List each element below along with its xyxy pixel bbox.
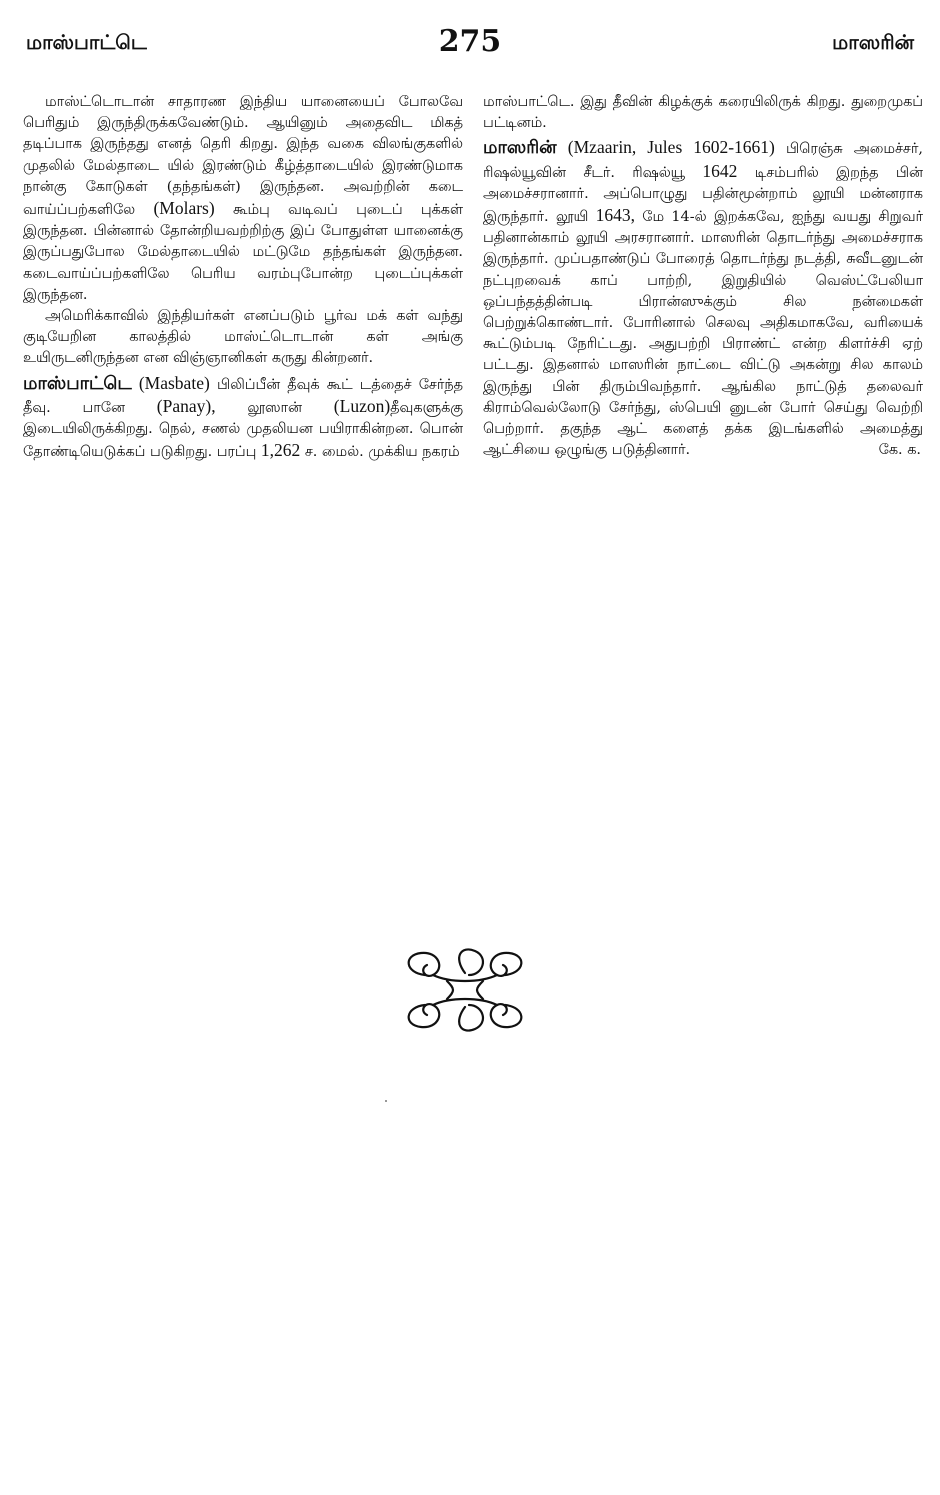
latin-term: (Panay), [156,395,216,416]
mastodon-paragraph-2: அமெரிக்காவில் இந்தியர்கள் எனப்படும் பூர்வ மக் கள் வந்து குடியேறின காலத்தில் மாஸ்ட்டொடான் கள் அங்கு உயிருடனிருந்தன என விஞ்ஞானிகள் கருது கின்றனர். [23,308,463,367]
entry-text: ச. மைல். முக்கிய நகரம் [304,444,460,461]
entry-text: மே 14-ல் இறக்கவே, ஐந்து வயது சிறுவர் பதினான்காம் லூயி அரசரானார். மாஸரின் தொடர்ந்து அமைச்சராக இருந்தார். முப்பதாண்டுப் போரைத் தொடர்ந்து நடத்தி, சுவீடனுடன் நட்புறவைக் காப் பாற்றி, இறுதியில் வெஸ்ட்பேலியா ஒப்பந்தத்தின்படி பிரான்ஸுக்கும் சில நன்மைகள் பெற்றுக்கொண்டார். போரினால் செலவு அதிகமாகவே, வரியைக் கூட்டும்படி நேரிட்டது. அதுபற்றி பிராண்ட் என்ற கிளர்ச்சி ஏற் பட்டது. இதனால் மாஸரின் நாட்டை விட்டு அகன்று சில காலம் இருந்து பின் திரும்பிவந்தார். ஆங்கில நாட்டுத் தலைவர் கிராம்வெல்லோடு சேர்ந்து, ஸ்பெயி னுடன் போர் செய்து வெற்றி பெற்றார். தகுந்த ஆட் களைத் தக்க இடங்களில் அமைத்து ஆட்சியை ஒழுங்கு படுத்தினார். [483,209,924,459]
latin-term: (Molars) [153,198,215,219]
running-head [26,24,914,64]
latin-number: 1,262 [260,440,301,461]
entry-headword: மாஸ்பாட்டெ [23,372,132,394]
entry-text: தீவுகளுக்கு இடையிலிருக்கிறது. நெல், சணல் முதலியன பயிராகின்றன. பொன் தோண்டியெடுக்கப் படுகிறது. பரப்பு [23,399,463,461]
left-guide-word: மாஸ்பாட்டெ [26,30,147,54]
left-column [23,92,463,463]
entry-text: லூஸான் [247,399,302,416]
entry-headword: மாஸரின் [483,137,557,159]
masbate-entry [23,373,463,464]
decorative-ornament [395,945,535,1035]
masbate-continuation: மாஸ்பாட்டெ. இது தீவின் கிழக்குக் கரையிலிருக் கிறது. துறைமுகப் பட்டினம். [483,94,923,132]
entry-text: பிரெஞ்சு அமைச்சர், ரிஷல்யூவின் சீடர். ரிஷல்யூ [483,141,923,181]
latin-term: (Mzaarin, Jules 1602-1661) [567,137,775,158]
entry-text: டிசம்பரில் இறந்த பின் அமைச்சரானார். அப்பொழுது பதின்மூன்றாம் லூயி மன்னராக இருந்தார். லூயி [483,164,923,226]
paragraph-text: மாஸ்ட்டொடான் சாதாரண இந்திய யானையைப் போலவே பெரிதும் இருந்திருக்கவேண்டும். ஆயினும் அதைவிட மிகத் தடிப்பாக இருந்தது எனத் தெரி கிறது. இந்த வகை விலங்குகளில் முதலில் மேல்தாடை யில் இரண்டும் கீழ்த்தாடையில் இரண்டுமாக நான்கு கோடுகள் (தந்தங்கள்) இருந்தன. அவற்றின் கடை வாய்ப்பற்களிலே [23,94,463,219]
page-number: 275 [438,24,502,59]
stray-mark [385,1100,387,1102]
mastodon-paragraph-1 [23,92,463,306]
latin-number: 1643, [595,205,635,226]
mazarin-entry [483,137,923,461]
entry-text: பிலிப்பீன் தீவுக் கூட் டத்தைச் சேர்ந்த தீவு. பானே [23,376,464,416]
author-signature: கே. க. [878,442,921,459]
paragraph-text: கூம்பு வடிவப் புடைப் புக்கள் இருந்தன. பின்னால் தோன்றியவற்றிற்கு இப் போதுள்ள யானைக்கு இருப்பதுபோல மேல்தாடையில் மட்டுமே தந்தங்கள் இருந்தன. கடைவாய்ப்பற்களிலே பெரிய வரம்புபோன்ற புடைப்புக்கள் இருந்தன. [23,202,463,303]
latin-term: (Masbate) [138,372,210,393]
latin-term: (Luzon) [333,395,391,416]
right-column [483,92,923,462]
right-guide-word: மாஸரின் [832,30,914,54]
latin-number: 1642 [702,160,738,181]
